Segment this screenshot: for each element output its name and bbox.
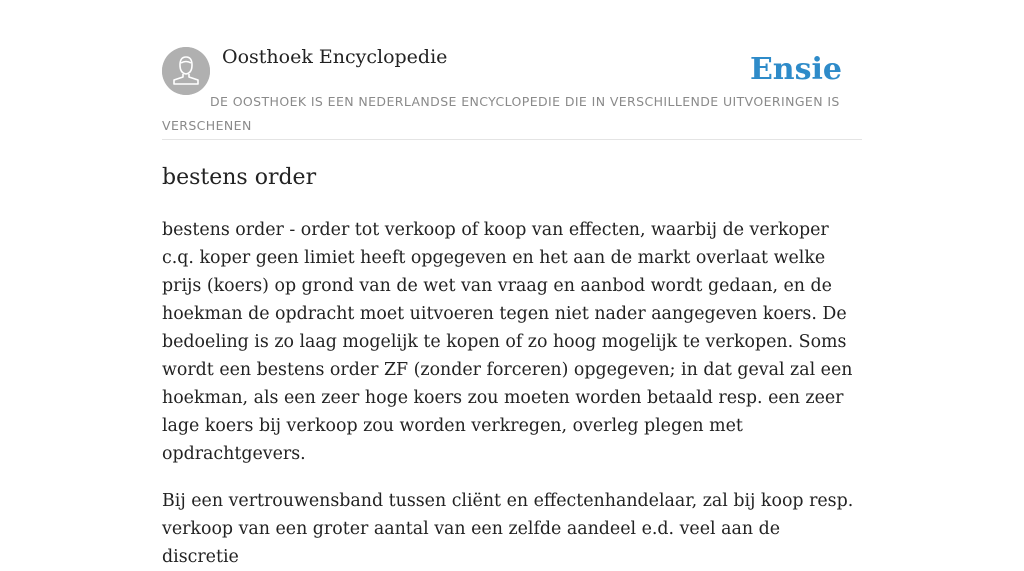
article-paragraph: Bij een vertrouwensband tussen cliënt en effectenhandelaar, zal bij koop resp. verkoop van een groter aantal van een zelfde aandeel e.d. veel aan de discretie xyxy=(162,491,854,567)
article-title: bestens order xyxy=(162,165,317,190)
site-name[interactable]: Oosthoek Encyclopedie xyxy=(222,46,448,68)
article xyxy=(162,162,862,571)
article-paragraph: bestens order - order tot verkoop of koop van effecten, waarbij de verkoper c.q. koper geen limiet heeft opgegeven en het aan de markt overlaat welke prijs (koers) op grond van de wet van vraag en aanbod wordt gedaan, en de hoekman de opdracht moet uitvoeren tegen niet nader aangegeven koers. De bedoeling is zo laag mogelijk te kopen of zo hoog mogelijk te verkopen. Soms wordt een bestens order ZF (zonder forceren) opgegeven; in dat geval zal een hoekman, als een zeer hoge koers zou moeten worden betaald resp. een zeer lage koers bij verkoop zou worden verkregen, overleg plegen met opdrachtgevers. xyxy=(162,220,853,464)
user-silhouette-icon xyxy=(162,47,210,95)
avatar[interactable] xyxy=(162,47,210,95)
site-header xyxy=(162,0,862,140)
brand-logo[interactable]: Ensie xyxy=(749,52,842,87)
site-tagline: DE OOSTHOEK IS EEN NEDERLANDSE ENCYCLOPEDIE DIE IN VERSCHILLENDE UITVOERINGEN IS VERSCHENEN xyxy=(162,94,840,133)
